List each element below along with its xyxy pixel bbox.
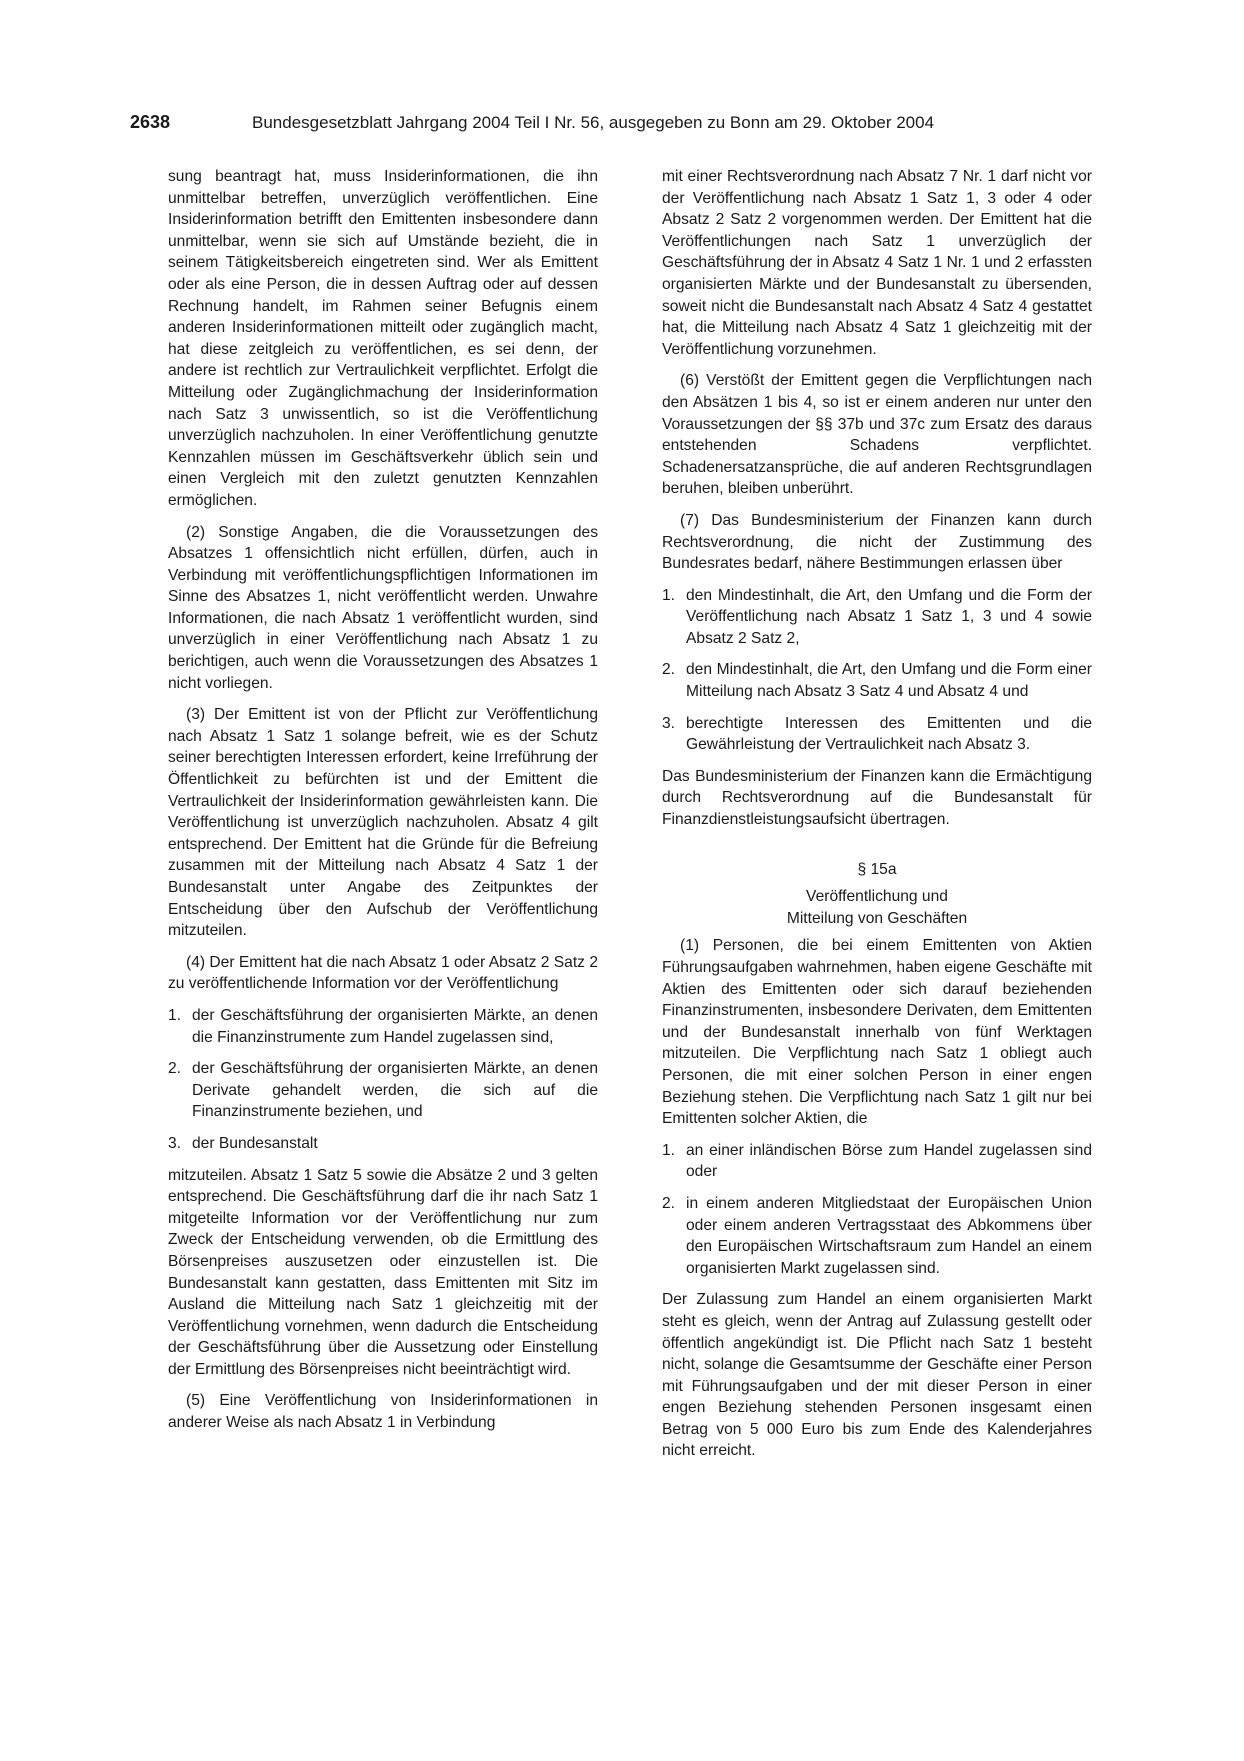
list-item-number: 1. (168, 1006, 182, 1024)
list-item-number: 2. (662, 661, 676, 679)
paragraph: (1) Personen, die bei einem Emittenten von Aktien Führungsaufgaben wahrnehmen, haben eigene Geschäfte mit Aktien des Emittenten oder sich darauf beziehenden Finanzinstrumenten, insbesondere Derivaten, dem Emittenten und der Bundesanstalt innerhalb von fünf Werktagen mitzuteilen. Die Verpflichtung nach Satz 1 obliegt auch Personen, die mit einer solchen Person in einer engen Beziehung stehen. Die Verpflichtung nach Satz 1 gilt nur bei Emittenten solcher Aktien, die (662, 937, 1092, 1128)
paragraph: (3) Der Emittent ist von der Pflicht zur Veröffentlichung nach Absatz 1 Satz 1 solange befreit, wie es der Schutz seiner berechtigten Interessen erfordert, keine Irreführung der Öffentlichkeit zu befürchten ist und der Emittent die Vertraulichkeit der Insiderinformation gewährleisten kann. Die Veröffentlichung ist unverzüglich nachzuholen. Absatz 4 gilt entsprechend. Der Emittent hat die Gründe für die Befreiung zusammen mit der Mitteilung nach Absatz 4 Satz 1 der Bundesanstalt unter Angabe des Zeitpunktes der Entscheidung über den Aufschub der Veröffentlichung mitzuteilen. (168, 706, 598, 940)
list-item-text: den Mindestinhalt, die Art, den Umfang und die Form der Veröffentlichung nach Absatz 1 Satz 1, 3 und 4 sowie Absatz 2 Satz 2, (686, 586, 1092, 647)
paragraph: mitzuteilen. Absatz 1 Satz 5 sowie die Absätze 2 und 3 gelten entsprechend. Die Geschäftsführung darf die ihr nach Satz 1 mitgeteilte Information vor der Veröffentlichung nur zum Zweck der Entscheidung verwenden, ob die Ermittlung des Börsenpreises auszusetzen oder einzustellen ist. Die Bundesanstalt kann gestatten, dass Emittenten mit Sitz im Ausland die Mitteilung nach Satz 1 gleichzeitig mit der Veröffentlichung vornehmen, wenn dadurch die Entscheidung der Geschäftsführung über die Aussetzung oder Einstellung der Ermittlung des Börsenpreises nicht beeinträchtigt wird. (168, 1166, 598, 1378)
list-item-text: den Mindestinhalt, die Art, den Umfang und die Form einer Mitteilung nach Absatz 3 Satz 4 und Absatz 4 und (686, 661, 1092, 701)
list-item (168, 1058, 598, 1123)
paragraph: Der Zulassung zum Handel an einem organisierten Markt steht es gleich, wenn der Antrag auf Zulassung gestellt oder öffentlich angekündigt ist. Die Pflicht nach Satz 1 besteht nicht, solange die Gesamtsumme der Geschäfte einer Person mit Führungsaufgaben und der mit dieser Person in einer engen Beziehung stehenden Personen insgesamt einen Betrag von 5 000 Euro bis zum Ende des Kalenderjahres nicht erreicht. (662, 1291, 1092, 1460)
right-column (662, 166, 1092, 1472)
list-item (662, 1140, 1092, 1183)
page-header-title: Bundesgesetzblatt Jahrgang 2004 Teil I Nr. 56, ausgegeben zu Bonn am 29. Oktober 2004 (252, 113, 935, 132)
list-item-number: 2. (168, 1060, 182, 1078)
list-item (662, 713, 1092, 756)
list-item-text: der Geschäftsführung der organisierten Märkte, an denen die Finanzinstrumente zum Handel zugelassen sind, (192, 1006, 598, 1046)
paragraph: (5) Eine Veröffentlichung von Insiderinformationen in anderer Weise als nach Absatz 1 in Verbindung (168, 1392, 598, 1432)
paragraph: Das Bundesministerium der Finanzen kann die Ermächtigung durch Rechtsverordnung auf die Bundesanstalt für Finanzdienstleistungsaufsicht übertragen. (662, 767, 1092, 829)
section-title-line: Veröffentlichung und (806, 888, 948, 906)
paragraph: (6) Verstößt der Emittent gegen die Verpflichtungen nach den Absätzen 1 bis 4, so ist er einem anderen nur unter den Voraussetzungen der §§ 37b und 37c zum Ersatz des daraus entstehenden Schadens verpflichtet. Schadenersatzansprüche, die auf anderen Rechtsgrundlagen beruhen, bleiben unberührt. (662, 372, 1092, 498)
paragraph: sung beantragt hat, muss Insiderinformationen, die ihn unmittelbar betreffen, unverzüglich veröffentlichen. Eine Insiderinformation betrifft den Emittenten insbesondere dann unmittelbar, wenn sie sich auf Umstände bezieht, die in seinem Tätigkeitsbereich eingetreten sind. Wer als Emittent oder als eine Person, die in dessen Auftrag oder auf dessen Rechnung handelt, im Rahmen seiner Befugnis einem anderen Insiderinformationen mitteilt oder zugänglich macht, hat diese zeitgleich zu veröffentlichen, es sei denn, der andere ist rechtlich zur Vertraulichkeit verpflichtet. Erfolgt die Mitteilung oder Zugänglichmachung der Insiderinformation nach Satz 3 unwissentlich, so ist die Veröffentlichung unverzüglich nachzuholen. In einer Veröffentlichung genutzte Kennzahlen müssen im Geschäftsverkehr üblich sein und einen Vergleich mit den zuletzt genutzten Kennzahlen ermöglichen. (168, 168, 598, 509)
list-item-number: 2. (662, 1194, 676, 1212)
left-column (168, 166, 598, 1444)
numbered-list (662, 1140, 1092, 1280)
list-item-text: der Bundesanstalt (192, 1134, 318, 1152)
page-number: 2638 (130, 112, 171, 132)
paragraph: mit einer Rechtsverordnung nach Absatz 7 Nr. 1 darf nicht vor der Veröffentlichung nach Absatz 1 Satz 1, 3 oder 4 oder Absatz 2 Satz 2 vorgenommen werden. Der Emittent hat die Veröffentlichungen nach Satz 1 unverzüglich der Geschäftsführung der in Absatz 4 Satz 1 Nr. 1 und 2 erfassten organisierten Märkte und der Bundesanstalt zu übersenden, soweit nicht die Bundesanstalt nach Absatz 4 Satz 4 gestattet hat, die Mitteilung nach Absatz 4 Satz 1 gleichzeitig mit der Veröffentlichung vorzunehmen. (662, 168, 1092, 358)
section-number: § 15a (857, 860, 897, 878)
list-item-number: 3. (168, 1134, 182, 1152)
list-item (168, 1133, 598, 1155)
list-item (662, 585, 1092, 650)
list-item-number: 1. (662, 586, 676, 604)
list-item-text: an einer inländischen Börse zum Handel zugelassen sind oder (686, 1141, 1092, 1181)
list-item (662, 1193, 1092, 1279)
list-item-text: der Geschäftsführung der organisierten Märkte, an denen Derivate gehandelt werden, die sich auf die Finanzinstrumente beziehen, und (192, 1060, 598, 1121)
list-item-text: in einem anderen Mitgliedstaat der Europäischen Union oder einem anderen Vertragsstaat des Abkommens über den Europäischen Wirtschaftsraum zum Handel an einem organisierten Markt zugelassen sind. (686, 1194, 1092, 1277)
list-item-number: 1. (662, 1141, 676, 1159)
list-item (662, 659, 1092, 702)
numbered-list (168, 1005, 598, 1155)
list-item (168, 1005, 598, 1048)
list-item-text: berechtigte Interessen des Emittenten und die Gewährleistung der Vertraulichkeit nach Absatz 3. (686, 714, 1092, 754)
numbered-list (662, 585, 1092, 756)
paragraph: (2) Sonstige Angaben, die die Voraussetzungen des Absatzes 1 offensichtlich nicht erfüllen, dürfen, auch in Verbindung mit veröffentlichungspflichtigen Informationen im Sinne des Absatzes 1, nicht veröffentlicht werden. Unwahre Informationen, die nach Absatz 1 veröffentlicht wurden, sind unverzüglich in einer Veröffentlichung nach Absatz 1 zu berichtigen, auch wenn die Voraussetzungen des Absatzes 1 nicht vorliegen. (168, 523, 598, 692)
section-title-line: Mitteilung von Geschäften (786, 909, 968, 927)
list-item-number: 3. (662, 714, 676, 732)
page-header (130, 112, 990, 138)
section-title (662, 886, 1092, 929)
paragraph: (4) Der Emittent hat die nach Absatz 1 oder Absatz 2 Satz 2 zu veröffentlichende Information vor der Veröffentlichung (168, 953, 598, 993)
paragraph: (7) Das Bundesministerium der Finanzen kann durch Rechtsverordnung, die nicht der Zustimmung des Bundesrates bedarf, nähere Bestimmungen erlassen über (662, 511, 1092, 573)
